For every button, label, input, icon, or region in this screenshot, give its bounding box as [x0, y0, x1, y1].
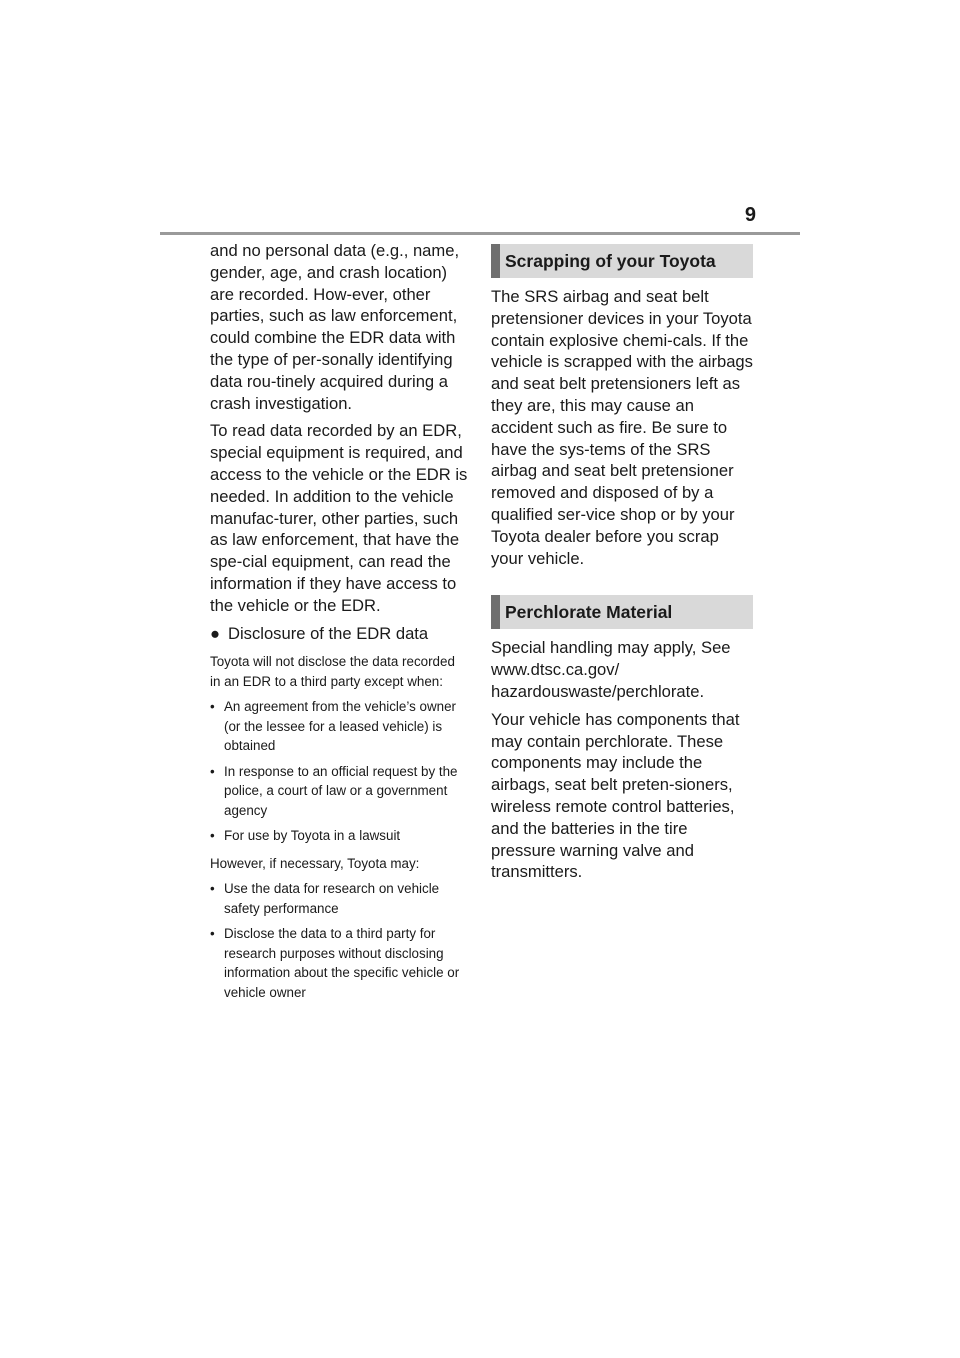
list-item: • Use the data for research on vehicle safety performance — [210, 881, 440, 916]
list-bullet-icon: • — [210, 699, 215, 715]
bullet-dot-icon: ● — [210, 623, 221, 643]
list-item: • For use by Toyota in a lawsuit — [210, 826, 468, 846]
list-bullet-icon: • — [210, 881, 215, 897]
list-bullet-icon: • — [210, 828, 215, 844]
disclosure-heading — [210, 623, 468, 645]
page-number: 9 — [744, 204, 756, 226]
list-bullet-icon: • — [210, 926, 215, 942]
list-item: • An agreement from the vehicle’s owner (or the lessee for a leased vehicle) is obtained — [210, 699, 456, 754]
left-column — [210, 240, 468, 1002]
edr-paragraph-2: To read data recorded by an EDR, special equipment is required, and access to the vehicle or the EDR is needed. In addition to the vehicle manufac-turer, other parties, such as law enforcement, that have the spe-cial equipment, can read the information if they have access to the vehicle or the EDR. — [210, 421, 468, 615]
disclosure-heading-label: Disclosure of the EDR data — [228, 623, 429, 643]
list-item: • Disclose the data to a third party for research purposes without disclosing information about the specific vehicle or vehicle owner — [210, 926, 460, 1000]
header-divider — [160, 232, 800, 235]
edr-paragraph-1: and no personal data (e.g., name, gender, age, and crash location) are recorded. How-ever, other parties, such as law enforcement, could combine the EDR data with the type of per-sonally identifying data rou-tinely acquired during a crash investigation. — [210, 241, 460, 413]
right-column — [491, 244, 753, 883]
perchlorate-paragraph-1: Special handling may apply, See www.dtsc.ca.gov/ hazardouswaste/perchlorate. — [491, 638, 731, 701]
scrapping-heading: Scrapping of your Toyota — [491, 244, 753, 278]
list-item: • In response to an official request by the police, a court of law or a government agency — [210, 763, 458, 818]
however-text: However, if necessary, Toyota may: — [210, 855, 420, 871]
perchlorate-heading: Perchlorate Material — [491, 595, 753, 629]
disclosure-list — [210, 697, 468, 846]
list-bullet-icon: • — [210, 763, 215, 779]
disclosure-intro: Toyota will not disclose the data recorded in an EDR to a third party except when: — [210, 654, 455, 689]
scrapping-paragraph: The SRS airbag and seat belt pretensioner devices in your Toyota contain explosive chemi-cals. If the vehicle is scrapped with the airbags and seat belt pretensioners left as they are, this may cause an accident such as fire. Be sure to have the sys-tems of the SRS airbag and seat belt pretensioner removed and disposed of by a qualified ser-vice shop or by your Toyota dealer before you scrap your vehicle. — [491, 287, 753, 568]
perchlorate-paragraph-2: Your vehicle has components that may contain perchlorate. These components may include the airbags, seat belt preten-sioners, wireless remote control batteries, and the batteries in the tire pressure warning valve and transmitters. — [491, 709, 740, 882]
however-list — [210, 879, 468, 1002]
